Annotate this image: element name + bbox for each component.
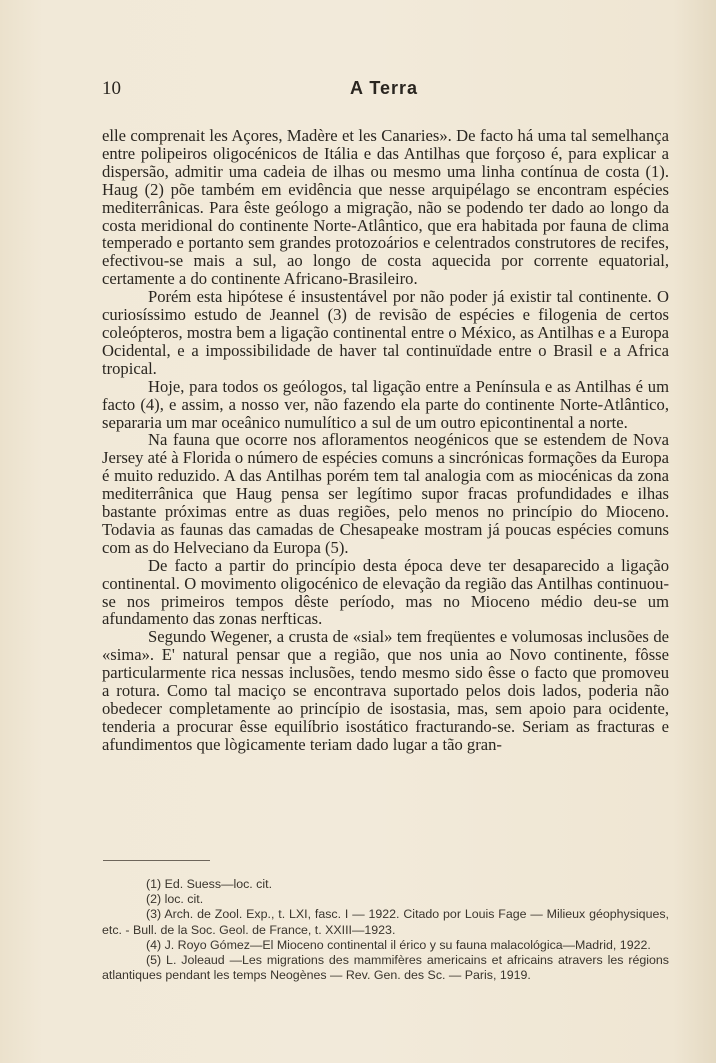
paragraph: Hoje, para todos os geólogos, tal ligação entre a Península e as Antilhas é um facto (4), e assim, a nosso ver, não fazendo ela parte do continente Norte-Atlântico, separaria um mar oceânico numulítico a sul de um outro epicontinental a norte.	[102, 376, 669, 432]
footnote: (2) loc. cit.	[146, 892, 204, 907]
paragraph: De facto a partir do princípio desta época deve ter desaparecido a ligação continental. O movimento oligocénico de elevação da região das Antilhas continuou-se nos primeiros tempos dêste período, mas no Mioceno médio deu-se um afundamento das zonas nerfticas.	[102, 555, 669, 629]
running-title: A Terra	[349, 78, 419, 98]
footnote: (1) Ed. Suess—loc. cit.	[146, 877, 273, 891]
paragraph: Segundo Wegener, a crusta de «sial» tem freqüentes e volumosas inclusões de «sima». E' natural pensar que a região, que nos unia ao Novo continente, fôsse particularmente rica nessas inclusões, tendo mesmo sido êsse o facto que promoveu a rotura. Como tal maciço se encontrava suportado pelos dois lados, poderia não obedecer completamente ao princípio de isostasia, mas, sem apoio para ocidente, tenderia a procurar êsse equilíbrio isostático fracturando-se. Seriam as fracturas e afundimentos que lògicamente teriam dado lugar a tão gran-	[102, 627, 669, 754]
footnotes	[102, 877, 669, 983]
body-text	[102, 127, 669, 754]
footnote: (5) L. Joleaud —Les migrations des mammifères americains et africains atravers les régions atlantiques pendant les temps Neogènes — Rev. Gen. des Sc. — Paris, 1919.	[102, 953, 669, 983]
page-number: 10	[102, 78, 121, 99]
footnote-divider	[103, 860, 210, 861]
footnote: (4) J. Royo Gómez—El Mioceno continental il érico y su fauna malacológica—Madrid, 1922.	[146, 937, 651, 952]
paragraph: Porém esta hipótese é insustentável por não poder já existir tal continente. O curiosíssimo estudo de Jeannel (3) de revisão de espécies e filogenia de certos coleópteros, mostra bem a ligação continental entre o México, as Antilhas e a Europa Ocidental, e a impossibilidade de haver tal continuïdade entre o Brasil e a Africa tropical.	[102, 287, 669, 378]
paragraph: elle comprenait les Açores, Madère et les Canaries». De facto há uma tal semelhança entre polipeiros oligocénicos de Itália e das Antilhas que forçoso é, para explicar a dispersão, admitir uma cadeia de ilhas ou mesmo uma linha contínua de costa (1). Haug (2) põe também em evidência que nesse arquipélago se encontram espécies mediterrânicas. Para êste geólogo a migração, não se podendo ter dado ao longo da costa meridional do continente Norte-Atlântico, que era habitada por fauna de clima temperado e portanto sem grandes protozoários e celentrados construtores de recifes, efectivou-se mais a sul, ao longo de costa aquecida por corrente equatorial, certamente a do continente Africano-Brasileiro.	[102, 126, 669, 289]
paragraph: Na fauna que ocorre nos afloramentos neogénicos que se estendem de Nova Jersey até à Florida o número de espécies comuns a sincrónicas formações da Europa é muito reduzido. A das Antilhas porém tem tal analogia com as miocénicas da zona mediterrânica que Haug pensa ser legítimo supor fracas profundidades e ilhas bastante próximas entre as duas regiões, pelo menos no princípio do Mioceno. Todavia as faunas das camadas de Chesapeake mostram já poucas espécies comuns com as do Helveciano da Europa (5).	[102, 430, 669, 557]
page-header	[102, 78, 666, 104]
footnote: (3) Arch. de Zool. Exp., t. LXI, fasc. I — 1922. Citado por Louis Fage — Milieux géophysiques, etc. - Bull. de la Soc. Geol. de France, t. XXIII—1923.	[102, 907, 669, 937]
